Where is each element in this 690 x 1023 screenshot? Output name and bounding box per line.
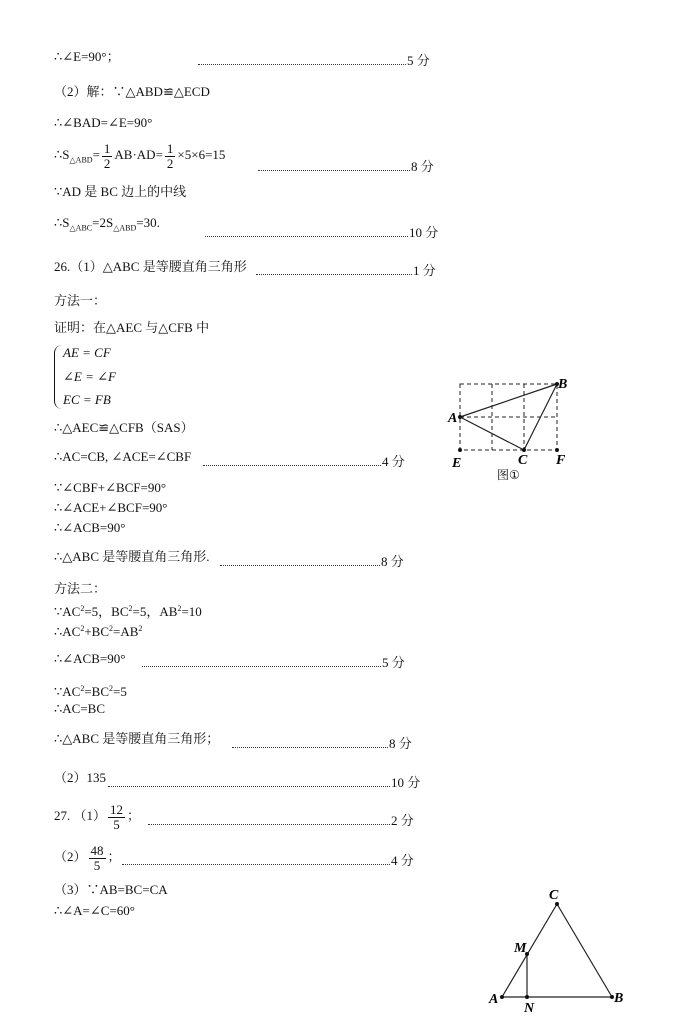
text-line: （3）∵AB=BC=CA: [54, 882, 168, 897]
text-line: 26.（1）△ABC 是等腰直角三角形: [54, 259, 247, 274]
score: 10 分: [409, 225, 439, 240]
score: 10 分: [391, 775, 421, 790]
label-m: M: [514, 941, 527, 956]
text-line: ∴∠E=90°；: [54, 49, 120, 64]
text-line: ∴AC=CB, ∠ACE=∠CBF: [54, 449, 192, 464]
text-line: ∴∠ACE+∠BCF=90°: [54, 500, 168, 515]
text-line: （2）135: [54, 770, 107, 785]
label-c: C: [518, 453, 528, 468]
text-line: ∵∠CBF+∠BCF=90°: [54, 480, 167, 495]
system-row: AE = CF: [63, 345, 111, 360]
text-line: ∴△AEC≌△CFB（SAS）: [54, 420, 194, 435]
label-e: E: [452, 456, 462, 471]
text-line: $\because AC^2=BC^2=5$: [54, 684, 127, 699]
dot-leader: [256, 260, 412, 275]
dot-leader: [258, 156, 410, 171]
dot-leader: [122, 850, 390, 865]
system-row: ∠E = ∠F: [63, 369, 116, 384]
answer-line: 27. （1） $\frac{12}{5}$ ；: [54, 801, 141, 832]
text-line: $\therefore AC^2+BC^2=AB^2$: [54, 624, 143, 639]
score: 8 分: [381, 554, 404, 569]
text-line: （2）解：∵△ABD≌△ECD: [54, 84, 210, 99]
dot-leader: [148, 810, 390, 825]
label-a: A: [489, 992, 499, 1007]
label-b: B: [614, 991, 624, 1006]
text-line: $\therefore S_{\triangle ABC}=2S_{\triangle ABD}=30$.: [54, 215, 160, 233]
dot-leader: [108, 772, 390, 787]
text-line: ∴AC=BC: [54, 701, 106, 716]
text-line: ∴∠A=∠C=60°: [54, 903, 135, 918]
method-heading: 方法一：: [54, 293, 107, 308]
figure-caption: 图①: [497, 468, 520, 482]
dot-leader: [205, 222, 408, 237]
figure-2-triangle-diagram: [484, 886, 634, 1018]
score: 5 分: [382, 655, 405, 670]
score: 4 分: [391, 853, 414, 868]
dot-leader: [198, 50, 406, 65]
brace: [54, 345, 63, 409]
dot-leader: [203, 451, 381, 466]
label-a: A: [448, 411, 458, 426]
system-row: EC = FB: [63, 392, 111, 407]
area-formula: $\therefore S_{\triangle ABD}=$ $\frac{1}{2}$ AB·AD= $\frac{1}{2}$ ×5×6=15: [54, 140, 226, 171]
dot-leader: [220, 551, 380, 566]
text-line: ∴△ABC 是等腰直角三角形.: [54, 549, 210, 564]
score: 8 分: [411, 159, 434, 174]
text-line: ∴∠ACB=90°: [54, 520, 126, 535]
figure-1-square-diagram: [440, 372, 580, 487]
text-line: $\because AC^2=5$，$BC^2=5$，$AB^2=10$: [54, 604, 202, 619]
text-line: ∵AD 是 BC 边上的中线: [54, 184, 187, 199]
text-line: 证明：在△AEC 与△CFB 中: [54, 320, 210, 335]
label-f: F: [556, 453, 566, 468]
label-n: N: [524, 1001, 535, 1016]
dot-leader: [232, 733, 388, 748]
text-line: ∴∠BAD=∠E=90°: [54, 115, 153, 130]
score: 1 分: [413, 263, 436, 278]
score: 8 分: [389, 736, 412, 751]
label-c: C: [549, 888, 559, 903]
method-heading: 方法二：: [54, 581, 107, 596]
answer-line: （2） $\frac{48}{5}$ ；: [54, 842, 121, 873]
label-b: B: [558, 377, 568, 392]
dot-leader: [142, 652, 381, 667]
score: 5 分: [407, 53, 430, 68]
score: 4 分: [382, 454, 405, 469]
text-line: ∴∠ACB=90°: [54, 651, 126, 666]
text-line: ∴△ABC 是等腰直角三角形；: [54, 731, 220, 746]
score: 2 分: [391, 813, 414, 828]
